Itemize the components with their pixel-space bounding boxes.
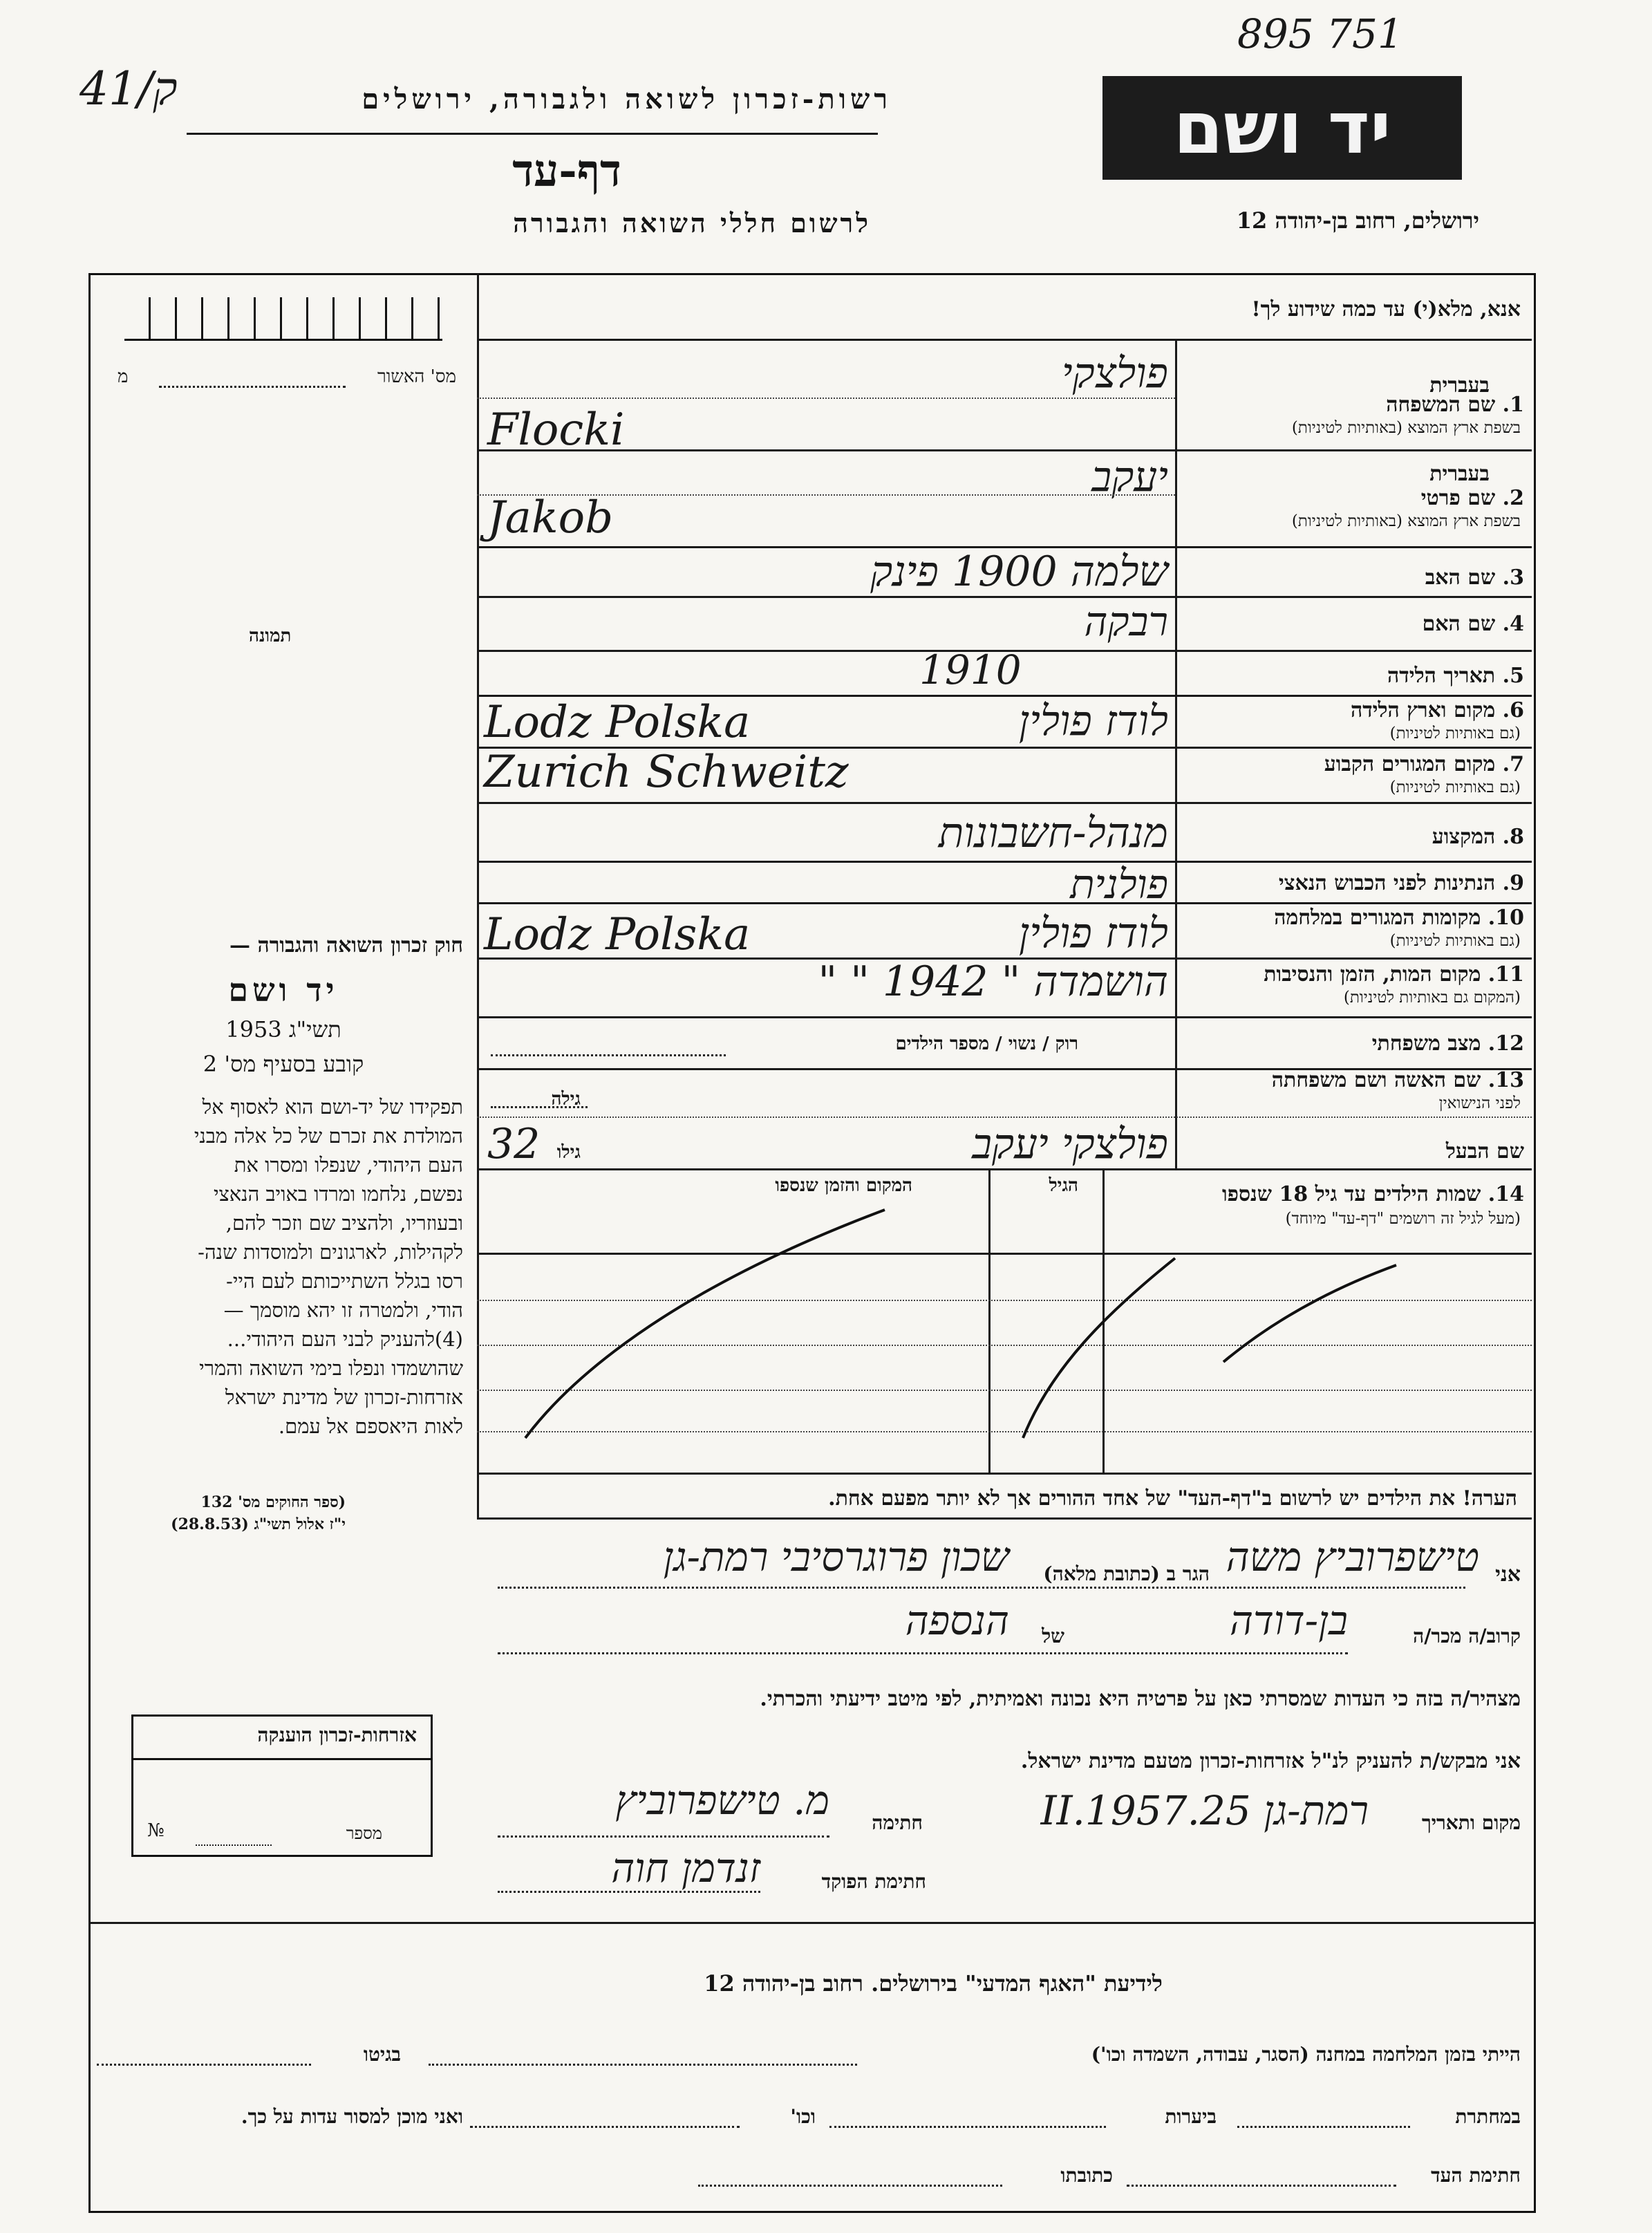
field-3-label: 3. שם האב [1425,566,1524,590]
field-1-label: 1. שם המשפחה [1386,393,1524,417]
field-7-sub: (גם באותיות לטיניות) [1389,778,1521,796]
children-sub: (מעל לגיל זה רושמים "דף-עד" מיוחד) [1285,1210,1521,1228]
law-year: תשי"ג 1953 [225,1016,341,1043]
law-source: (ספר החוקים מס' 132 [200,1493,346,1511]
law-text-line: שהושמדו ונפלו בימי השואה והמרי [199,1356,463,1380]
relation-value: בן-דודה [1229,1597,1348,1644]
law-title: חוק זכרון השואה והגבורה — [229,933,463,957]
law-text-line: לקהילות, לארגונים ולמוסדות שנה- [198,1240,463,1264]
husband-age-label: גילו [556,1142,581,1163]
law-text-line: רסו בגלל השתייכותם לעם היי- [226,1269,463,1293]
law-text-line: (4)להעניק לבני העם היהודי... [227,1327,463,1351]
logo-text: יד ושם [1173,86,1391,170]
law-body [97,1092,463,1441]
intro-separator [477,339,1532,341]
field-13-age-label: גילה [551,1089,581,1110]
field-4-label: 4. שם האם [1422,612,1524,636]
field-10-label: 10. מקומות המגורים במלחמה [1274,906,1524,930]
field-8-label: 8. המקצוע [1432,825,1524,849]
field-9-label: 9. הנתינות לפני הכבוש הנאצי [1278,871,1524,895]
citizenship-number-label: מספר [346,1824,382,1843]
footer-line2-d: ואני מוכן למסור עדות על כך. [241,2105,463,2128]
footer-line2-c: וכו' [790,2105,816,2128]
approval-dots [159,386,346,388]
address: ירושלים, רחוב בן-יהודה 12 [1236,207,1479,234]
field-4-value: רבקה [1084,598,1168,645]
officer-signature: זנדמן חוה [611,1844,760,1891]
law-source-date: י"ז אלול תשי"ג (28.8.53) [171,1515,346,1533]
law-text-line: העם היהודי, שנפלו ומסרו את [234,1153,463,1177]
field-8-value: מנהל-חשבונות [938,809,1168,857]
margin-code: 41/ק [79,62,178,115]
label-divider [1175,339,1177,1168]
citizenship-box-title: אזרחות-זכרון הוענקה [257,1723,417,1746]
footer-line3-a: חתימת העד [1431,2164,1521,2187]
field-1-hebrew-tag: בעברית [1429,373,1490,398]
footer-line2-a: במחתרת [1455,2105,1521,2128]
field-2-value-latin: Jakob [487,492,614,543]
org-line: רשות-זכרון לשואה ולגבורה, ירושלים [362,83,892,115]
footer-title: לידיעת "האגף המדעי" בירושלים. רחוב בן-יהודה 12 [704,1970,1163,1997]
law-name: יד ושם [228,971,339,1009]
law-text-line: אזרחות-זכרון של מדינת ישראל [225,1385,463,1409]
field-13-sub: לפני הנישואין [1438,1094,1521,1112]
stamp-number: 895 751 [1237,10,1403,57]
footer-line2-b: ביערות [1165,2105,1217,2128]
photo-label: תמונה [249,626,292,646]
husband-age: 32 [487,1120,541,1168]
declarant-address: שכון פרוגרסיבי רמת-גן [663,1533,1009,1580]
approval-boxes [124,297,442,341]
footer-line3-b: כתובתו [1060,2164,1113,2187]
relation-label: קרוב/ה מכר/ה [1413,1625,1521,1647]
field-9-value: פולנית [1070,861,1168,908]
law-text-line: ובעוזריו, ולהציב שם וזכר להם, [225,1211,463,1235]
citizenship-box [131,1715,433,1857]
husband-value: פולצקי יעקב [972,1120,1168,1168]
field-6-label: 6. מקום וארץ הלידה [1350,698,1524,722]
children-col-place: המקום והזמן שנספו [775,1175,912,1196]
place-date-value: רמת-גן 25.II.1957 [1040,1787,1369,1834]
field-12-label: 12. מצב משפחתי [1371,1031,1524,1056]
place-date-label: מקום ותאריך [1421,1811,1521,1834]
declaration-text: מצהיר/ה בזה כי העדות שמסרתי כאן על פרטיה היא נכונה ואמיתית, לפי מיטב ידיעתי והכרתי. [760,1687,1521,1711]
field-1-value-latin: Flocki [487,404,625,456]
request-text: אני מבקש/ת להעניק לנ"ל אזרחות-זכרון מטעם מדינת ישראל. [1020,1749,1521,1773]
of-value: הנספה [905,1597,1009,1644]
field-1-value-he: פולצקי [1061,349,1168,398]
field-2-sub: בשפת ארץ המוצא (באותיות לטיניות) [1291,512,1521,530]
note-text: הערה! את הילדים יש לרשום ב"דף-העד" של אחד ההורים אך לא יותר מפעם אחת. [828,1486,1517,1511]
law-text-line: הודי, ולמטרה זו יהא מוסמך — [223,1298,463,1322]
org-underline [187,133,878,135]
children-strike-marks [484,1175,1521,1473]
approval-row [104,366,456,394]
law-text-line: נפשם, נלחמו ומרדו באויב הנאצי [213,1182,463,1206]
field-1-sub: בשפת ארץ המוצא (באותיות לטיניות) [1291,419,1521,437]
approval-label: מס' האשור [377,366,456,387]
field-10-sub: (גם באותיות לטיניות) [1389,932,1521,950]
field-5-value: 1910 [919,646,1022,693]
field-11-value: הושמדה " 1942 " " [818,957,1168,1006]
signature-label: חתימה [872,1811,923,1834]
field-2-value-he: יעקב [1091,453,1168,501]
officer-label: חתימת הפוקד [821,1870,926,1893]
footer-line1-a: הייתי בזמן המלחמה במחנה (הסגר, עבודה, השמדה וכו') [1091,2043,1521,2066]
field-7-value-latin: Zurich Schweitz [484,747,849,798]
children-col-age: הגיל [1049,1175,1078,1196]
law-text-line: לאות היאספם אל עמם. [278,1414,463,1438]
field-12-options: רוק / נשוי / מספר הילדים [895,1034,1078,1054]
children-label: 14. שמות הילדים עד גיל 18 שנספו [1221,1182,1524,1206]
form-title: דף-עד [512,145,621,197]
intro-text: אנא, מלא(י) עד כמה שידוע לך! [1251,297,1521,321]
footer-line1-b: בגיטו [363,2043,401,2066]
field-6-sub: (גם באותיות לטיניות) [1389,725,1521,742]
field-10-value-he: לודז פולין [1018,909,1168,957]
field-3-value: שלמה 1900 פינק [870,548,1168,596]
declarant-name: טישפרוביץ משה [1226,1533,1479,1580]
field-7-label: 7. מקום המגורים הקבוע [1324,752,1524,776]
field-2-hebrew-tag: בעברית [1429,462,1490,486]
declarant-resides-label: הגר ב (כתובת מלאה) [1043,1562,1210,1585]
field-6-value-he: לודז פולין [1018,697,1168,745]
field-5-label: 5. תאריך הלידה [1387,664,1524,688]
declarant-i-label: אני [1495,1562,1521,1587]
field-11-sub: (המקום גם באותיות לטיניות) [1343,989,1521,1007]
sidebar-divider [477,273,479,1517]
husband-label: שם הבעל [1445,1139,1524,1164]
field-13-label: 13. שם האשה ושם משפחתה [1271,1068,1524,1092]
approval-suffix: מ [118,366,129,387]
citizenship-no: № [147,1820,165,1841]
law-text-line: תפקידו של יד-ושם הוא לאסוף אל [202,1095,463,1119]
field-10-value-latin: Lodz Polska [484,909,751,960]
form-subtitle: לרשום חללי השואה והגבורה [513,207,871,239]
law-text-line: המולדת את זכרם של כל אלה מבני [194,1124,463,1148]
field-6-value-latin: Lodz Polska [484,697,751,748]
logo-block [1102,76,1462,180]
field-2-label: 2. שם פרטי [1420,486,1524,510]
signature-value: מ. טישפרוביץ [615,1777,829,1824]
of-label: של [1042,1625,1064,1647]
law-clause: קובע בסעיף מס' 2 [203,1051,364,1077]
field-11-label: 11. מקום המות, הזמן והנסיבות [1264,962,1524,987]
